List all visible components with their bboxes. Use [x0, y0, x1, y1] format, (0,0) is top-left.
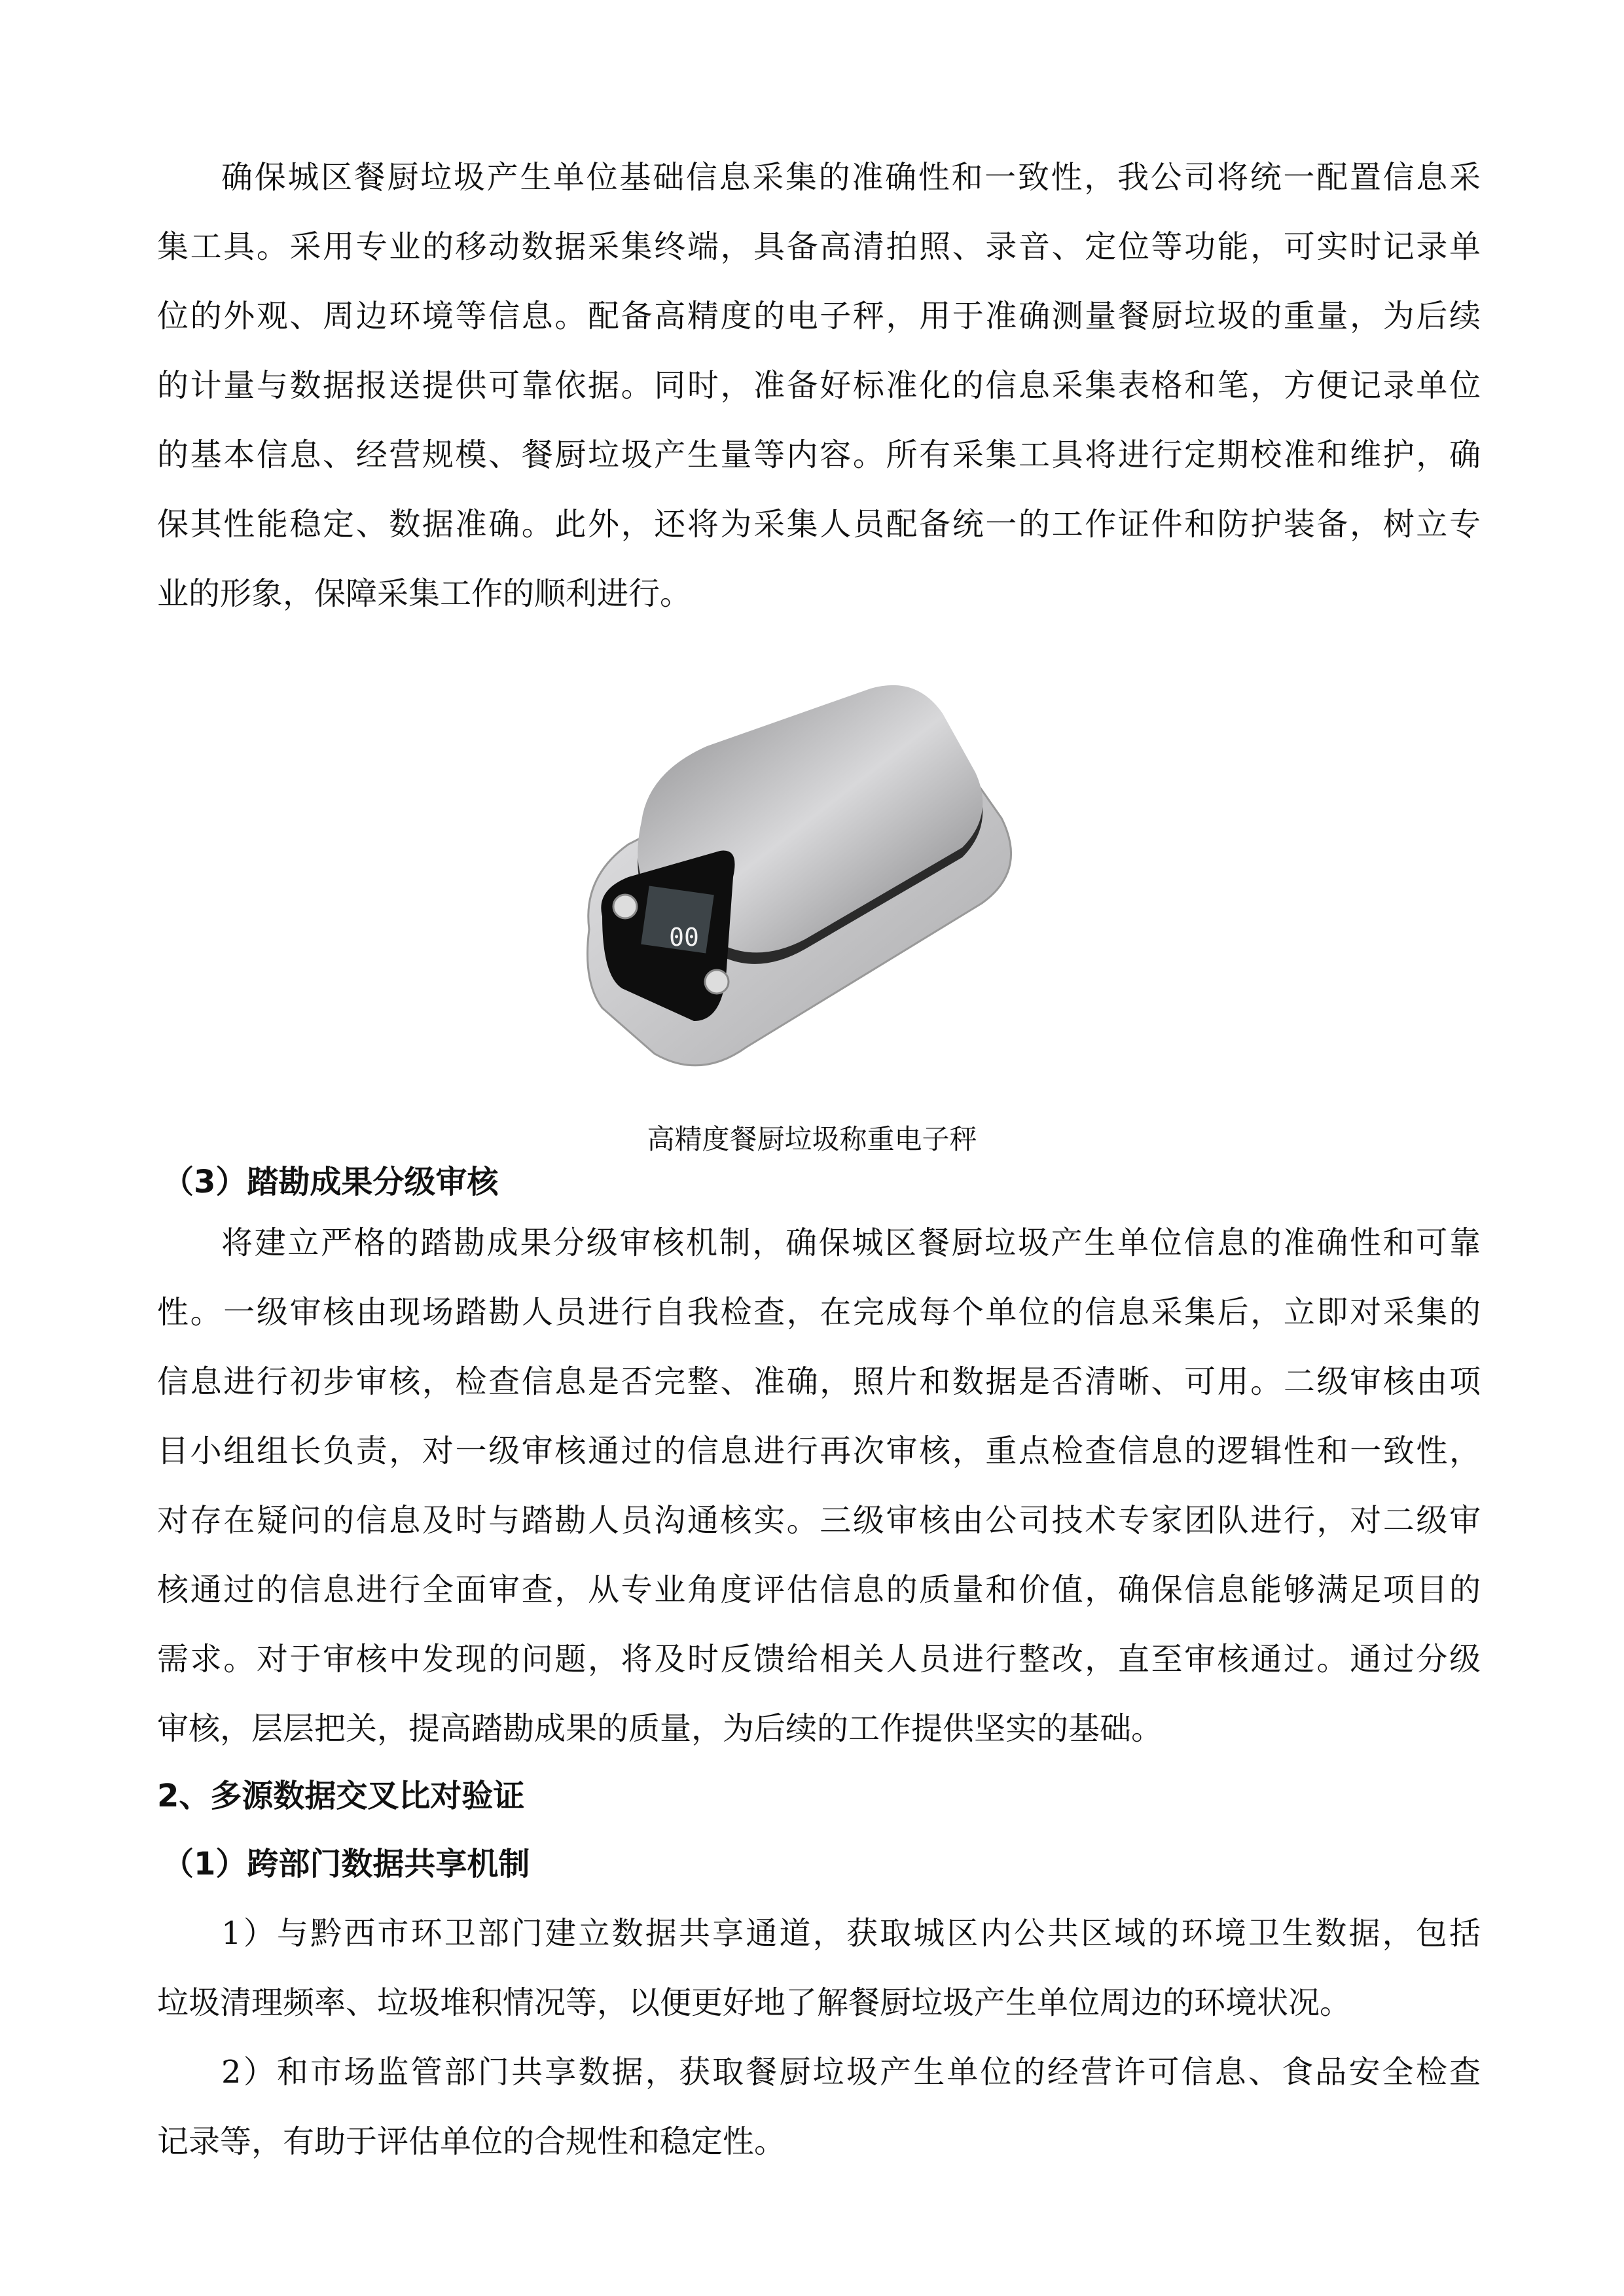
- tare-button: [705, 970, 729, 994]
- text-line: 记录等，有助于评估单位的合规性和稳定性。: [157, 2123, 786, 2160]
- text-line: 垃圾清理频率、垃圾堆积情况等，以便更好地了解餐厨垃圾产生单位周边的环境状况。: [157, 1984, 1352, 2021]
- text-line: 位的外观、周边环境等信息。配备高精度的电子秤，用于准确测量餐厨垃圾的重量，为后续: [157, 298, 1481, 334]
- heading-field-survey-review: （3）踏勘成果分级审核: [162, 1164, 499, 1200]
- figure-caption: 高精度餐厨垃圾称重电子秤: [647, 1123, 977, 1155]
- text-line: 2）和市场监管部门共享数据，获取餐厨垃圾产生单位的经营许可信息、食品安全检查: [221, 2054, 1481, 2090]
- text-line: 集工具。采用专业的移动数据采集终端，具备高清拍照、录音、定位等功能，可实时记录单: [157, 228, 1481, 265]
- text-line: 对存在疑问的信息及时与踏勘人员沟通核实。三级审核由公司技术专家团队进行，对二级审: [157, 1502, 1481, 1539]
- text-line: 1）与黔西市环卫部门建立数据共享通道，获取城区内公共区域的环境卫生数据，包括: [221, 1915, 1481, 1952]
- text-line: 审核，层层把关，提高踏勘成果的质量，为后续的工作提供坚实的基础。: [157, 1710, 1163, 1747]
- text-line: 业的形象，保障采集工作的顺利进行。: [157, 575, 692, 612]
- heading-data-sharing: （1）跨部门数据共享机制: [162, 1846, 530, 1882]
- text-line: 的计量与数据报送提供可靠依据。同时，准备好标准化的信息采集表格和笔，方便记录单位: [157, 367, 1481, 404]
- text-line: 性。一级审核由现场踏勘人员进行自我检查，在完成每个单位的信息采集后，立即对采集的: [157, 1294, 1481, 1331]
- text-line: 信息进行初步审核，检查信息是否完整、准确，照片和数据是否清晰、可用。二级审核由项: [157, 1363, 1481, 1400]
- text-line: 将建立严格的踏勘成果分级审核机制，确保城区餐厨垃圾产生单位信息的准确性和可靠: [221, 1225, 1481, 1261]
- text-line: 目小组组长负责，对一级审核通过的信息进行再次审核，重点检查信息的逻辑性和一致性，: [157, 1433, 1481, 1469]
- power-button: [613, 895, 637, 918]
- text-line: 核通过的信息进行全面审查，从专业角度评估信息的质量和价值，确保信息能够满足项目的: [157, 1571, 1481, 1608]
- text-line: 保其性能稳定、数据准确。此外，还将为采集人员配备统一的工作证件和防护装备，树立专: [157, 506, 1481, 543]
- text-line: 的基本信息、经营规模、餐厨垃圾产生量等内容。所有采集工具将进行定期校准和维护，确: [157, 437, 1481, 473]
- text-line: 需求。对于审核中发现的问题，将及时反馈给相关人员进行整改，直至审核通过。通过分级: [157, 1641, 1481, 1677]
- section-heading-cross-validation: 2、多源数据交叉比对验证: [157, 1778, 525, 1814]
- display-reading: 00: [669, 923, 699, 952]
- electronic-scale-image: [576, 681, 1047, 1093]
- text-line: 确保城区餐厨垃圾产生单位基础信息采集的准确性和一致性，我公司将统一配置信息采: [221, 159, 1481, 196]
